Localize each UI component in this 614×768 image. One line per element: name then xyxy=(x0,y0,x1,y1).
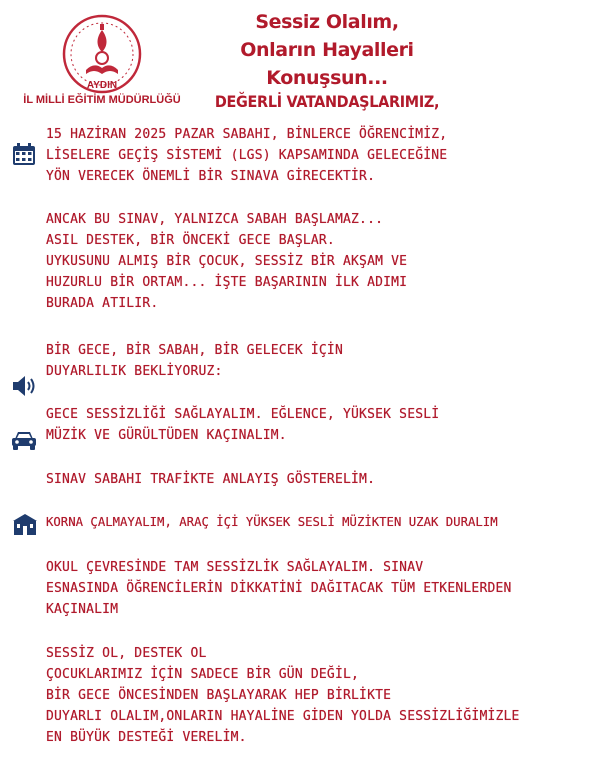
paragraph-closing xyxy=(46,643,594,748)
text-line: YÖN VERECEK ÖNEMLİ BİR SINAVA GİRECEKTİR. xyxy=(46,169,376,184)
text-line: KAÇINALIM xyxy=(46,602,119,617)
car-icon xyxy=(10,428,38,452)
text-line: OKUL ÇEVRESİNDE TAM SESSİZLİK SAĞLAYALIM. SINAV xyxy=(46,560,424,575)
text-line: SESSİZ OL, DESTEK OL xyxy=(46,646,207,661)
logo-subtitle: İL MİLLİ EĞİTİM MÜDÜRLÜĞÜ xyxy=(23,94,181,106)
text-line: BİR GECE, BİR SABAH, BİR GELECEK İÇİN xyxy=(46,343,343,358)
logo-city-label: AYDIN xyxy=(86,80,118,91)
speaker-icon xyxy=(12,374,38,398)
text-line: BİR GECE ÖNCESİNDEN BAŞLAYARAK HEP BİRLİKTE xyxy=(46,688,392,703)
text-line: DUYARLI OLALIM,ONLARIN HAYALİNE GİDEN YOLDA SESSİZLİĞİMİZLE xyxy=(46,709,520,724)
paragraph-night-before xyxy=(46,209,594,314)
school-icon xyxy=(12,512,38,536)
headline-line: Onların Hayalleri xyxy=(240,39,414,61)
greeting: DEĞERLİ VATANDAŞLARIMIZ, xyxy=(214,92,440,111)
text-line: ESNASINDA ÖĞRENCİLERİN DİKKATİNİ DAĞITACAK TÜM ETKENLERDEN xyxy=(46,581,512,596)
headline-line: Konuşsun... xyxy=(266,67,388,89)
text-line: BURADA ATILIR. xyxy=(46,296,159,311)
calendar-icon xyxy=(12,142,36,166)
text-line: GECE SESSİZLİĞİ SAĞLAYALIM. EĞLENCE, YÜKSEK SESLİ xyxy=(46,407,440,422)
text-line: 15 HAZİRAN 2025 PAZAR SABAHI, BİNLERCE ÖĞRENCİMİZ, xyxy=(46,127,448,142)
headline-line: Sessiz Olalım, xyxy=(255,11,399,33)
text-line: EN BÜYÜK DESTEĞİ VERELİM. xyxy=(46,730,247,745)
paragraph-traffic xyxy=(46,469,594,490)
text-line: SINAV SABAHI TRAFİKTE ANLAYIŞ GÖSTERELİM. xyxy=(46,472,376,487)
text-line: ANCAK BU SINAV, YALNIZCA SABAH BAŞLAMAZ... xyxy=(46,212,384,227)
paragraph-awareness xyxy=(46,340,594,382)
text-line: DUYARLILIK BEKLİYORUZ: xyxy=(46,364,223,379)
text-line: HUZURLU BİR ORTAM... İŞTE BAŞARININ İLK ADIMI xyxy=(46,275,408,290)
paragraph-no-horn xyxy=(46,512,594,533)
text-line: ÇOCUKLARIMIZ İÇİN SADECE BİR GÜN DEĞİL, xyxy=(46,667,360,682)
text-line: LİSELERE GEÇİŞ SİSTEMİ (LGS) KAPSAMINDA GELECEĞİNE xyxy=(46,148,448,163)
paragraph-night-silence xyxy=(46,404,594,446)
text-line: KORNA ÇALMAYALIM, ARAÇ İÇİ YÜKSEK SESLİ MÜZİKTEN UZAK DURALIM xyxy=(46,515,498,529)
headline xyxy=(200,8,454,92)
paragraph-school-quiet xyxy=(46,557,594,620)
paragraph-exam-date xyxy=(46,124,594,187)
text-line: ASIL DESTEK, BİR ÖNCEKİ GECE BAŞLAR. xyxy=(46,233,335,248)
text-line: UYKUSUNU ALMIŞ BİR ÇOCUK, SESSİZ BİR AKŞAM VE xyxy=(46,254,408,269)
text-line: MÜZİK VE GÜRÜLTÜDEN KAÇINALIM. xyxy=(46,428,287,443)
